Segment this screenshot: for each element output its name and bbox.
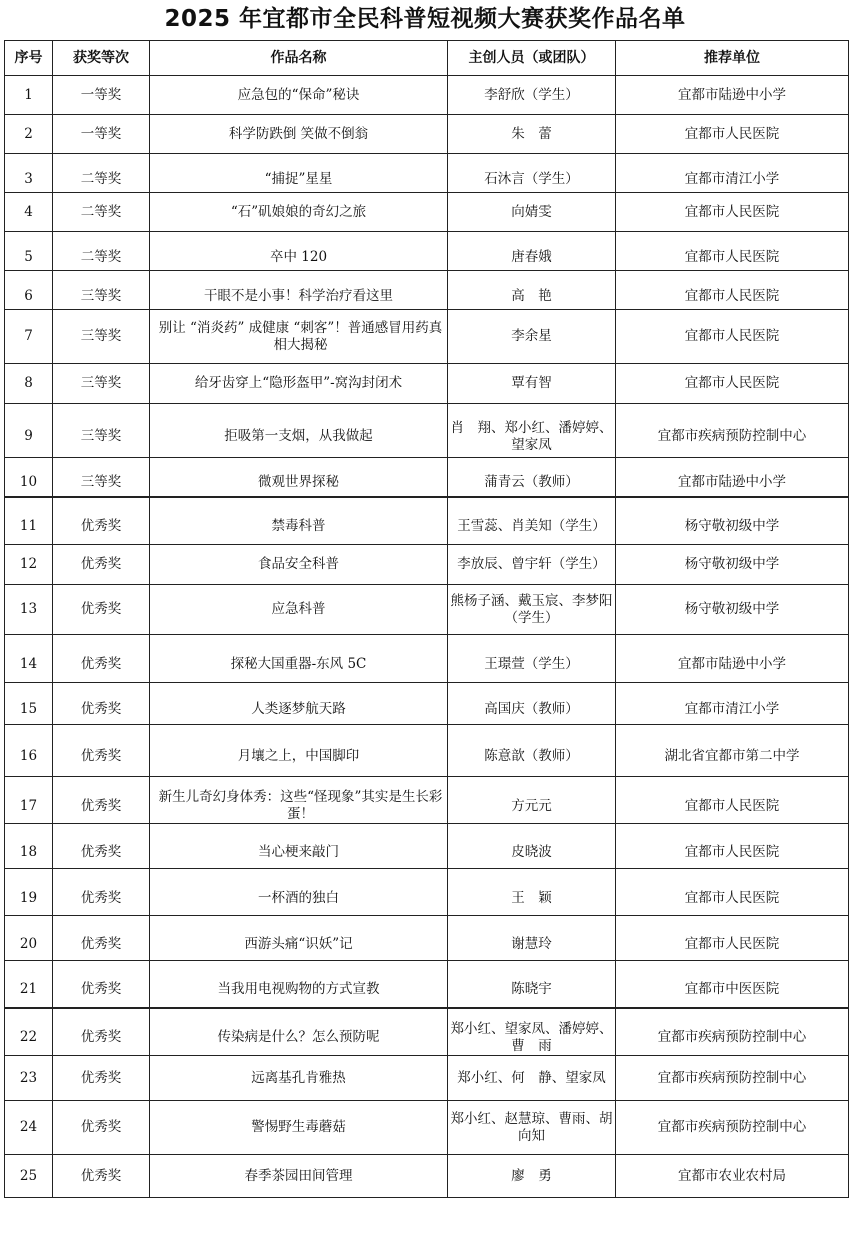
cell-unit: 宜都市人民医院: [616, 916, 849, 961]
cell-creator: 廖 勇: [448, 1155, 616, 1198]
cell-work: 一杯酒的独白: [150, 869, 448, 916]
table-row: [5, 232, 849, 271]
cell-unit: 宜都市人民医院: [616, 824, 849, 869]
cell-no: 25: [5, 1155, 53, 1198]
cell-unit: 杨守敬初级中学: [616, 545, 849, 585]
cell-award: 三等奖: [53, 458, 150, 497]
cell-no: 19: [5, 869, 53, 916]
cell-no: 4: [5, 193, 53, 232]
header-award: 获奖等次: [53, 41, 150, 76]
cell-no: 17: [5, 777, 53, 824]
cell-creator: 王 颖: [448, 869, 616, 916]
table-row: [5, 115, 849, 154]
cell-creator: 李余星: [448, 310, 616, 364]
cell-creator: 陈晓宇: [448, 961, 616, 1008]
cell-work: 月壤之上，中国脚印: [150, 725, 448, 777]
cell-unit: 杨守敬初级中学: [616, 497, 849, 545]
cell-creator: 熊杨子涵、戴玉宸、李梦阳（学生）: [448, 585, 616, 635]
cell-award: 优秀奖: [53, 725, 150, 777]
table-body: [5, 76, 849, 1198]
page-title: 2025 年宜都市全民科普短视频大赛获奖作品名单: [164, 6, 686, 32]
cell-creator: 谢慧玲: [448, 916, 616, 961]
cell-unit: 宜都市农业农村局: [616, 1155, 849, 1198]
table-row: [5, 725, 849, 777]
cell-no: 15: [5, 683, 53, 725]
cell-unit: 宜都市人民医院: [616, 869, 849, 916]
table-row: [5, 497, 849, 545]
cell-award: 优秀奖: [53, 961, 150, 1008]
cell-work: 远离基孔肯雅热: [150, 1056, 448, 1101]
cell-unit: 湖北省宜都市第二中学: [616, 725, 849, 777]
cell-award: 二等奖: [53, 154, 150, 193]
cell-creator: 王雪蕊、肖美知（学生）: [448, 497, 616, 545]
cell-unit: 宜都市疾病预防控制中心: [616, 1008, 849, 1056]
cell-award: 二等奖: [53, 193, 150, 232]
cell-unit: 宜都市中医医院: [616, 961, 849, 1008]
table-row: [5, 458, 849, 497]
cell-unit: 宜都市人民医院: [616, 364, 849, 404]
cell-creator: 郑小红、赵慧琼、曹雨、胡向知: [448, 1101, 616, 1155]
cell-creator: 唐春娥: [448, 232, 616, 271]
cell-work: 别让 “消炎药” 成健康 “刺客”！普通感冒用药真相大揭秘: [150, 310, 448, 364]
cell-unit: 宜都市人民医院: [616, 271, 849, 310]
cell-work: 传染病是什么？怎么预防呢: [150, 1008, 448, 1056]
cell-work: 应急科普: [150, 585, 448, 635]
cell-no: 12: [5, 545, 53, 585]
table-header-row: [5, 41, 849, 76]
table-row: [5, 404, 849, 458]
cell-unit: 宜都市疾病预防控制中心: [616, 1101, 849, 1155]
cell-creator: 石沐言（学生）: [448, 154, 616, 193]
cell-no: 14: [5, 635, 53, 683]
cell-unit: 宜都市陆逊中小学: [616, 458, 849, 497]
table-row: [5, 869, 849, 916]
table-row: [5, 76, 849, 115]
cell-award: 优秀奖: [53, 1008, 150, 1056]
cell-unit: 宜都市人民医院: [616, 777, 849, 824]
cell-work: 西游头痛“识妖”记: [150, 916, 448, 961]
table-row: [5, 635, 849, 683]
cell-award: 优秀奖: [53, 497, 150, 545]
cell-creator: 李舒欣（学生）: [448, 76, 616, 115]
cell-work: 给牙齿穿上“隐形盔甲”-窝沟封闭术: [150, 364, 448, 404]
table-row: [5, 154, 849, 193]
cell-creator: 陈意歆（教师）: [448, 725, 616, 777]
cell-creator: 皮晓波: [448, 824, 616, 869]
cell-award: 优秀奖: [53, 635, 150, 683]
cell-award: 优秀奖: [53, 1101, 150, 1155]
cell-work: “捕捉”星星: [150, 154, 448, 193]
cell-unit: 宜都市人民医院: [616, 232, 849, 271]
cell-work: 微观世界探秘: [150, 458, 448, 497]
table-row: [5, 683, 849, 725]
cell-award: 三等奖: [53, 364, 150, 404]
cell-no: 23: [5, 1056, 53, 1101]
cell-work: 探秘大国重器-东风 5C: [150, 635, 448, 683]
cell-unit: 宜都市人民医院: [616, 115, 849, 154]
cell-no: 8: [5, 364, 53, 404]
cell-award: 优秀奖: [53, 1155, 150, 1198]
cell-work: 卒中 120: [150, 232, 448, 271]
cell-award: 一等奖: [53, 115, 150, 154]
cell-award: 优秀奖: [53, 683, 150, 725]
table-row: [5, 1008, 849, 1056]
cell-unit: 宜都市人民医院: [616, 310, 849, 364]
cell-award: 三等奖: [53, 271, 150, 310]
header-no: 序号: [5, 41, 53, 76]
cell-creator: 高国庆（教师）: [448, 683, 616, 725]
cell-unit: 宜都市疾病预防控制中心: [616, 1056, 849, 1101]
cell-work: 禁毒科普: [150, 497, 448, 545]
cell-no: 21: [5, 961, 53, 1008]
table-row: [5, 961, 849, 1008]
cell-no: 1: [5, 76, 53, 115]
cell-unit: 宜都市陆逊中小学: [616, 76, 849, 115]
cell-award: 优秀奖: [53, 777, 150, 824]
cell-no: 24: [5, 1101, 53, 1155]
table-row: [5, 585, 849, 635]
cell-work: 警惕野生毒蘑菇: [150, 1101, 448, 1155]
cell-creator: 蒲青云（教师）: [448, 458, 616, 497]
table-row: [5, 545, 849, 585]
cell-work: 拒吸第一支烟，从我做起: [150, 404, 448, 458]
cell-work: 当心梗来敲门: [150, 824, 448, 869]
cell-work: 春季茶园田间管理: [150, 1155, 448, 1198]
cell-award: 一等奖: [53, 76, 150, 115]
table-row: [5, 364, 849, 404]
cell-no: 18: [5, 824, 53, 869]
cell-no: 5: [5, 232, 53, 271]
cell-creator: 方元元: [448, 777, 616, 824]
cell-creator: 朱 蕾: [448, 115, 616, 154]
cell-award: 优秀奖: [53, 916, 150, 961]
table-row: [5, 1056, 849, 1101]
table-row: [5, 310, 849, 364]
cell-creator: 李放辰、曾宇轩（学生）: [448, 545, 616, 585]
cell-no: 6: [5, 271, 53, 310]
table-row: [5, 824, 849, 869]
cell-no: 10: [5, 458, 53, 497]
award-table: [4, 40, 849, 1198]
table-row: [5, 916, 849, 961]
table-row: [5, 193, 849, 232]
header-creator: 主创人员（或团队）: [448, 41, 616, 76]
cell-award: 优秀奖: [53, 585, 150, 635]
cell-unit: 宜都市清江小学: [616, 154, 849, 193]
cell-award: 优秀奖: [53, 545, 150, 585]
cell-award: 二等奖: [53, 232, 150, 271]
cell-award: 优秀奖: [53, 824, 150, 869]
table-row: [5, 1101, 849, 1155]
cell-no: 16: [5, 725, 53, 777]
header-unit: 推荐单位: [616, 41, 849, 76]
cell-creator: 郑小红、何 静、望家凤: [448, 1056, 616, 1101]
cell-unit: 宜都市清江小学: [616, 683, 849, 725]
cell-creator: 高 艳: [448, 271, 616, 310]
cell-work: 食品安全科普: [150, 545, 448, 585]
cell-work: 干眼不是小事！科学治疗看这里: [150, 271, 448, 310]
cell-work: “石”矶娘娘的奇幻之旅: [150, 193, 448, 232]
cell-no: 9: [5, 404, 53, 458]
cell-work: 当我用电视购物的方式宣教: [150, 961, 448, 1008]
cell-unit: 宜都市人民医院: [616, 193, 849, 232]
cell-work: 科学防跌倒 笑做不倒翁: [150, 115, 448, 154]
cell-award: 三等奖: [53, 310, 150, 364]
cell-unit: 宜都市陆逊中小学: [616, 635, 849, 683]
cell-unit: 杨守敬初级中学: [616, 585, 849, 635]
table-row: [5, 777, 849, 824]
cell-no: 2: [5, 115, 53, 154]
table-row: [5, 1155, 849, 1198]
cell-creator: 覃有智: [448, 364, 616, 404]
cell-no: 22: [5, 1008, 53, 1056]
cell-no: 7: [5, 310, 53, 364]
cell-no: 20: [5, 916, 53, 961]
cell-work: 人类逐梦航天路: [150, 683, 448, 725]
cell-award: 三等奖: [53, 404, 150, 458]
cell-work: 新生儿奇幻身体秀：这些“怪现象”其实是生长彩蛋！: [150, 777, 448, 824]
cell-creator: 王璟萱（学生）: [448, 635, 616, 683]
cell-award: 优秀奖: [53, 1056, 150, 1101]
cell-creator: 向婧雯: [448, 193, 616, 232]
cell-creator: 郑小红、望家凤、潘婷婷、曹 雨: [448, 1008, 616, 1056]
cell-no: 11: [5, 497, 53, 545]
header-work: 作品名称: [150, 41, 448, 76]
cell-no: 3: [5, 154, 53, 193]
cell-work: 应急包的“保命”秘诀: [150, 76, 448, 115]
cell-no: 13: [5, 585, 53, 635]
cell-award: 优秀奖: [53, 869, 150, 916]
cell-creator: 肖 翔、郑小红、潘婷婷、望家凤: [448, 404, 616, 458]
cell-unit: 宜都市疾病预防控制中心: [616, 404, 849, 458]
table-row: [5, 271, 849, 310]
